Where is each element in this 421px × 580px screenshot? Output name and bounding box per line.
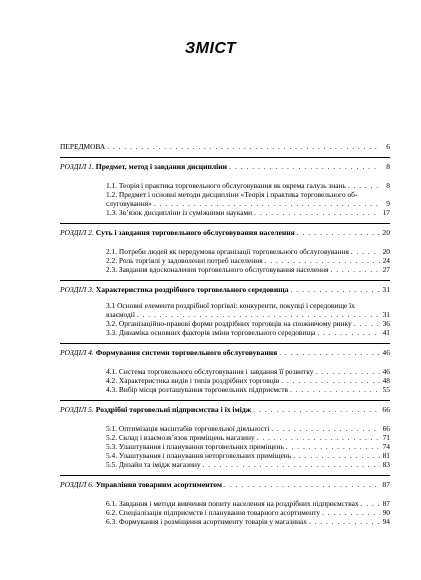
toc-page-number: 46 (382, 367, 390, 376)
toc-leader (154, 199, 380, 208)
toc-page-number: 87 (382, 499, 390, 508)
toc-leader (315, 367, 380, 376)
toc-leader (279, 348, 380, 357)
toc-chapter-1[interactable] (60, 162, 390, 171)
toc-entry-preface[interactable] (60, 142, 390, 151)
toc-page-number: 8 (386, 181, 390, 190)
chapter-title: Характеристика роздрібного торговельного середовища (95, 285, 289, 294)
chapter-title: Формування системи торговельного обслуговування (95, 348, 278, 357)
divider (60, 400, 390, 401)
toc-leader (254, 208, 380, 217)
toc-entry-5-4[interactable] (60, 451, 390, 460)
toc-page-number: 31 (382, 285, 390, 294)
toc-page-number: 90 (382, 508, 390, 517)
toc-entry-5-3[interactable] (60, 442, 390, 451)
divider (60, 475, 390, 476)
toc-entry-5-5[interactable] (60, 460, 390, 469)
toc-leader (265, 256, 380, 265)
toc-leader (286, 442, 380, 451)
toc-leader (354, 319, 380, 328)
toc-chapter-4[interactable] (60, 348, 390, 357)
toc-page-number: 6 (386, 142, 390, 151)
toc-leader (271, 424, 380, 433)
toc-chapter-5[interactable] (60, 405, 390, 414)
toc-entry-6-3[interactable] (60, 517, 390, 526)
toc-entry-1-2[interactable] (60, 199, 390, 208)
toc-entry-label: 5.3. Улаштування і планування торговельних приміщень (106, 442, 284, 451)
toc-page-number: 66 (382, 424, 390, 433)
toc-entry-2-3[interactable] (60, 265, 390, 274)
toc-entry-label: 5.1. Оптимізація масштабів торговельної діяльності (106, 424, 270, 433)
toc-chapter-2[interactable] (60, 228, 390, 237)
toc-entry-3-2[interactable] (60, 319, 390, 328)
toc-page-number: 83 (382, 460, 390, 469)
toc-leader (322, 508, 380, 517)
toc-page-number: 94 (382, 517, 390, 526)
chapter-number: РОЗДІЛ 6. (60, 480, 94, 489)
chapter-title: Суть і завдання торговельного обслуговування населення (95, 228, 295, 237)
toc-chapter-3[interactable] (60, 285, 390, 294)
chapter-number: РОЗДІЛ 1. (60, 162, 94, 171)
toc-entry-5-2[interactable] (60, 433, 390, 442)
toc-page-number: 31 (382, 310, 390, 319)
toc-entry-label: 1.1. Теорія і практика торговельного обслуговування як окрема галузь знань (106, 181, 346, 190)
toc-entry-1-3[interactable] (60, 208, 390, 217)
toc-entry-label: 2.1. Потреби людей як передумова організації торговельного обслуговування (106, 247, 349, 256)
toc-page-number: 55 (382, 385, 390, 394)
toc-leader (203, 460, 380, 469)
toc-leader (309, 517, 380, 526)
toc-page-number: 27 (382, 265, 390, 274)
toc-leader (290, 385, 380, 394)
toc-entry-label: 2.2. Роль торгівлі у задоволенні потреб населення (106, 256, 263, 265)
toc-entry-2-2[interactable] (60, 256, 390, 265)
toc-page-number: 24 (382, 256, 390, 265)
toc-leader (257, 433, 380, 442)
toc-entry-label: 6.2. Спеціалізація підприємств і планування товарного асортименту (106, 508, 321, 517)
toc-page-number: 20 (382, 228, 390, 237)
toc-leader (330, 265, 380, 274)
toc-page-number: 66 (382, 405, 390, 414)
toc-page-number: 81 (382, 451, 390, 460)
toc-leader (229, 162, 380, 171)
toc-leader (281, 376, 380, 385)
toc-entry-label: 2.3. Завдання вдосконалення торговельного обслуговування населення (106, 265, 329, 274)
toc-entry-label: ПЕРЕДМОВА (60, 142, 106, 151)
toc-leader (224, 480, 380, 489)
toc-page-number: 48 (382, 376, 390, 385)
toc-leader (291, 285, 381, 294)
toc-entry-label: 4.3. Вибір місця розташування торговельних підприємств (106, 385, 289, 394)
chapter-title: Управління товарним асортиментом (95, 480, 223, 489)
toc-entry-label: взаємодії (106, 310, 135, 319)
toc-entry-3-1-line1[interactable]: 3.1 Основні елементи роздрібної торгівлі: конкуренти, покупці і середовище їх (106, 301, 355, 310)
toc-page-number: 87 (382, 480, 390, 489)
chapter-number: РОЗДІЛ 3. (60, 285, 94, 294)
toc-page-number: 74 (382, 442, 390, 451)
chapter-number: РОЗДІЛ 5. (60, 405, 94, 414)
toc-entry-4-1[interactable] (60, 367, 390, 376)
toc-page-number: 20 (382, 247, 390, 256)
toc-leader (297, 228, 380, 237)
toc-entry-4-3[interactable] (60, 385, 390, 394)
toc-entry-label: 5.2. Склад і взаємозв’язок приміщень магазину (106, 433, 255, 442)
toc-entry-label: 5.5. Дизайн та імідж магазину (106, 460, 201, 469)
toc-entry-label: 4.2. Характеристика видів і типів роздрібних торговців (106, 376, 280, 385)
toc-entry-6-2[interactable] (60, 508, 390, 517)
toc-entry-label: 5.4. Улаштування і планування неторговельних приміщень (106, 451, 292, 460)
toc-page-number: 9 (386, 199, 390, 208)
divider (60, 280, 390, 281)
toc-entry-3-3[interactable] (60, 328, 390, 337)
chapter-title: Роздрібні торговельні підприємства і їх імідж (95, 405, 252, 414)
toc-leader (293, 451, 380, 460)
toc-entry-1-2-line1[interactable]: 1.2. Предмет і основні методи дисципліни «Теорія і практика торговельного об- (106, 190, 358, 199)
divider (60, 343, 390, 344)
toc-page-number: 41 (382, 328, 390, 337)
divider (60, 157, 390, 158)
toc-entry-6-1[interactable] (60, 499, 390, 508)
toc-entry-2-1[interactable] (60, 247, 390, 256)
toc-leader (348, 181, 380, 190)
toc-leader (107, 142, 380, 151)
chapter-number: РОЗДІЛ 4. (60, 348, 94, 357)
toc-leader (361, 499, 380, 508)
toc-entry-label: 4.1. Система торговельного обслуговування і завдання її розвитку (106, 367, 314, 376)
toc-chapter-6[interactable] (60, 480, 390, 489)
toc-entry-4-2[interactable] (60, 376, 390, 385)
divider (60, 223, 390, 224)
toc-entry-3-1[interactable] (60, 310, 390, 319)
toc-entry-5-1[interactable] (60, 424, 390, 433)
toc-leader (253, 405, 380, 414)
toc-entry-label: слуговування» (106, 199, 152, 208)
chapter-title: Предмет, метод і завдання дисципліни (95, 162, 228, 171)
toc-leader (137, 310, 380, 319)
toc-entry-1-1[interactable] (60, 181, 390, 190)
toc-entry-label: 1.3. Зв’язок дисципліни із суміжними науками (106, 208, 253, 217)
toc-entry-label: 6.3. Формування і розміщення асортименту товарів у магазинах (106, 517, 307, 526)
toc-leader (317, 328, 380, 337)
toc-leader (351, 247, 380, 256)
toc-page-number: 17 (382, 208, 390, 217)
toc-page-number: 71 (382, 433, 390, 442)
toc-entry-label: 3.3. Динаміка основних факторів зміни торговельного середовища (106, 328, 316, 337)
toc-entry-label: 6.1. Завдання і методи вивчення попиту населення на роздрібних підприємствах (106, 499, 359, 508)
chapter-number: РОЗДІЛ 2. (60, 228, 94, 237)
toc-page-number: 8 (386, 162, 390, 171)
page-title: ЗМІСТ (184, 40, 237, 57)
toc-page-number: 36 (382, 319, 390, 328)
toc-page-number: 46 (382, 348, 390, 357)
toc-entry-label: 3.2. Організаційно-правові форми роздрібних торговців на споживчому ринку (106, 319, 352, 328)
